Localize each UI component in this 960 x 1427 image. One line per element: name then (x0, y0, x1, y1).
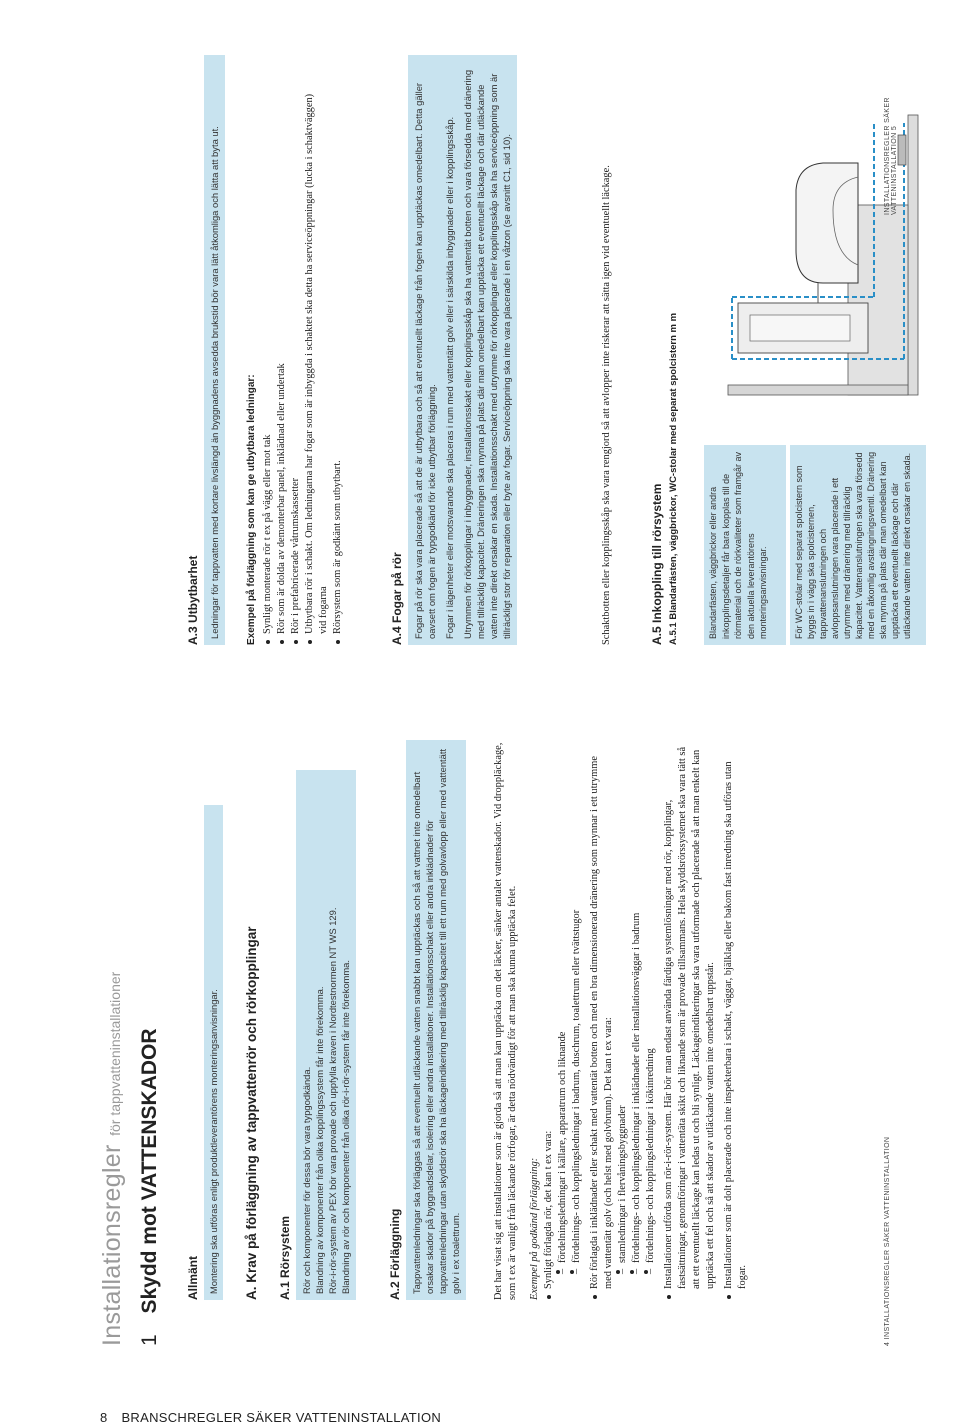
left-page (90, 705, 940, 1390)
list-item: Installationer utförda som rör-i-rör-system. Här bör man endast använda färdiga systemlösningar med rör, kopplingar, fastsättningar, genomföringar i vattentäta skikt och liknande som är provade tillsammans. Hela skyddsrörssystemet ska vara tätt så att ett eventuellt läckage kan ledas ut och bli synligt. Läckageindikeringar ska vara utformade och placerade så att man enkelt kan upptäcka ett fel och så att skador av utläckande vatten inte omedelbart uppstår. (662, 740, 718, 1300)
approved-list (542, 740, 750, 1300)
list-item: Synligt förlagda rör, det kan t ex vara: – fördelningsledningar i källare, apparatrum och liknande – fördelnings- och kopplingsledningar i badrum, duschrum, toalettrum eller tvättstugor (542, 740, 584, 1300)
a1-heading: A.1 Rörsystem (278, 1215, 292, 1300)
list-item: Utbytbara rör i schakt. Om ledningarna har fogar som är inbyggda i schaktet ska detta ha serviceöppningar (lucka i schaktväggen) vid fogarna (303, 85, 331, 645)
list-item: Rör som är dolda av demonterbar panel, inklädnad eller undertak (275, 85, 289, 645)
right-page (90, 20, 940, 705)
page-number: 8 (100, 1410, 108, 1425)
allmant-bar (204, 805, 223, 1300)
a5-column-2 (790, 445, 926, 645)
allmant-section (186, 805, 223, 1300)
a5-section (650, 55, 679, 645)
list-item: Rör förlagda i inklädnader eller schakt med vattentät botten och med en bra dimensionerad dränering som mynnar i ett utrymme med vattentätt golv (och helst med golvbrunn). Det kan t ex vara: – stamledningar i flervåningsbyggnader – fördelnings- och kopplingsledningar i inklädnader eller installationsväggar i badrum – fördelnings- och kopplingsledningar i kökinredning (588, 740, 658, 1300)
allmant-text: Montering ska utföras enligt produktleverantörens monteringsanvisningar. (208, 989, 219, 1294)
a5-col2-text: För WC-stolar med separat spolcistern som byggs in i vägg ska spolcisternen, tappvattenanslutningen och avloppsanslutningen vara placerade i ett utrymme med dränering med tillräcklig kapacitet. Vattenanslutningen ska vara försedd med en åtkomlig avstängningsventil. Dränering ska mynna på plats där man omedelbart kan upptäcka ett eventuellt läckage och där utläckande vatten inte direkt orsakar en skada. (794, 451, 912, 639)
chapter-title: Skydd mot VATTENSKADOR (138, 1028, 161, 1314)
intro-paragraph: Det har visat sig att installationer som är gjorda så att man kan upptäcka om det läcker, sänker antalet vattenskador. Vid droppläckage, som t ex är vanligt från läckande rörfogar, är detta nödvändigt för att man ska kunna upptäcka felet. (493, 742, 518, 1300)
series-subtitle: för tappvatteninstallationer (107, 971, 123, 1136)
schakt-paragraph: Schaktbotten eller kopplingsskåp ska vara rengjord så att avlopper inte riskerar att sätta igen vid eventuellt läckage. (601, 165, 612, 645)
a2-text: Tappvattenledningar ska förläggas så att eventuellt utläckande vatten snabbt kan upptäckas och så att vattnet inte omedelbart orsakar skador på byggnadsdelar, isolering eller andra installationer. Installationsschakt eller andra inklädnader för tappvattenledningar utan skyddsrör ska ha läckageindikering med tillräcklig kapacitet till ett rum med golvavlopp eller med vattentätt golv i ex toalettrum. (411, 748, 461, 1294)
footer-text: BRANSCHREGLER SÄKER VATTENINSTALLATION (121, 1410, 442, 1425)
sub-list-item: – stamledningar i flervåningsbyggnader (616, 740, 630, 1289)
a5-subheading: A.5.1 Blandarfästen, väggbrickor, WC-stolar med separat spolcistern m m (668, 312, 679, 645)
a4-heading: A.4 Fogar på rör (390, 552, 404, 645)
a3-heading: A.3 Utbytbarhet (186, 555, 200, 645)
sub-list-item: – fördelnings- och kopplingsledningar i kökinredning (644, 740, 658, 1289)
sub-list-item: – fördelnings- och kopplingsledningar i inklädnader eller installationsväggar i badrum (630, 740, 644, 1289)
examples-title: Exempel på godkänd förläggning: (529, 1157, 540, 1300)
list-item: Rörsystem som är godkänt som utbytbart. (331, 85, 345, 645)
a5-heading: A.5 Inkoppling till rörsystem (650, 483, 664, 645)
a2-bar (406, 740, 466, 1300)
a5-column-1 (704, 445, 786, 645)
list-item: Synligt monterade rör t ex på vägg eller mot tak (261, 85, 275, 645)
chapter-number: 1 (138, 1334, 161, 1346)
a1-section (278, 770, 356, 1300)
exchangeable-title: Exempel på förläggning som kan ge utbytbara ledningar: (246, 374, 257, 645)
exchangeable-list (261, 85, 345, 645)
a1-line-1: Rör och komponenter för dessa bör vara typgodkända. (301, 1066, 312, 1294)
a2-section (388, 740, 466, 1300)
sub-list-item: – fördelnings- och kopplingsledningar i badrum, duschrum, toalettrum eller tvättstugor (570, 740, 584, 1289)
a5-col1-text: Blandarfästen, väggbrickor eller andra inkopplingsdetaljer får bara kopplas till de rörmaterial och de rörkvaliteter som framgår av den aktuella leverantörens monteringsanvisningar. (708, 451, 768, 639)
exchangeable-section (246, 85, 345, 645)
a4-bar (408, 55, 517, 645)
wc-drainage-illustration (698, 95, 938, 415)
a4-paragraph-1: Fogar på rör ska vara placerade så att de är utbytbara och så att eventuellt läckage från fogen kan upptäckas omedelbart. Detta gäller oavsett om fogen är typgodkänd för icke utbytbar förläggning. (413, 82, 437, 639)
chapter-heading (138, 1028, 162, 1346)
a3-bar (204, 55, 225, 645)
a1-line-3: Rör-i-rör-system av PEX bör vara provade och uppfylla kraven i Nordtestnormen NT WS 129. (327, 907, 338, 1294)
bottom-footer (100, 1410, 451, 1425)
sub-list-item: – fördelningsledningar i källare, apparatrum och liknande (556, 740, 570, 1289)
left-body (492, 740, 750, 1300)
section-a-heading: A. Krav på förläggning av tappvattenrör och rörkopplingar (244, 926, 259, 1300)
a1-bar (296, 770, 356, 1300)
a4-paragraph-2: Fogar i lägenheter eller motsvarande ska placeras i rum med vattentätt golv eller i särskilda inbyggnader eller i kopplingsskåp. (444, 116, 455, 639)
list-item: Rör i prefabricerade våtrumskassetter (289, 85, 303, 645)
rotated-spread (90, 20, 940, 1390)
right-page-footer: INSTALLATIONSREGLER SÄKER VATTENINSTALLATION 5 (884, 97, 898, 215)
a2-heading: A.2 Förläggning (388, 1208, 402, 1300)
a3-text: Ledningar för tappvatten med kortare livslängd än byggnadens avsedda brukstid bör vara lätt åtkomliga och lätta att byta ut. (209, 126, 220, 639)
list-item: Installationer som är dolt placerade och inte inspekterbara i schakt, väggar, bjälklag eller bakom fast inredning ska utföras utan fogar. (722, 740, 750, 1300)
allmant-heading: Allmänt (186, 1255, 200, 1300)
a4-section (390, 55, 517, 645)
series-title: Installationsregler (98, 1144, 126, 1346)
a1-line-2: Blandning av komponenter från olika kopplingssystem får inte förekomma. (314, 986, 325, 1294)
a1-line-4: Blandning av rör och komponenter från olika rör-i-rör-system får inte förekomma. (340, 960, 351, 1294)
series-header (98, 972, 127, 1346)
left-page-footer: 4 INSTALLATIONSREGLER SÄKER VATTENINSTALLATION (884, 1136, 891, 1346)
a4-paragraph-3: Utrymmen för rörkopplingar i inbyggnader, installationsskakt eller kopplingsskåp ska ha vattentät botten och vara försedda med dränering med tillräcklig kapacitet. Dräneringen ska mynna på plats där man omedelbart kan upptäcka ett eventuellt läckage och där utläckande vatten inte direkt orsakar en skada. Installationsschakt med utrymme för rörkopplingar eller kopplingsskåp ska ha serviceöppning som är tillräckligt stor för reparation eller byte av fogar. Serviceöppning ska inte vara placerade i en våtzon (se avsnitt C1, sid 10). (462, 69, 512, 639)
a3-section (186, 55, 225, 645)
